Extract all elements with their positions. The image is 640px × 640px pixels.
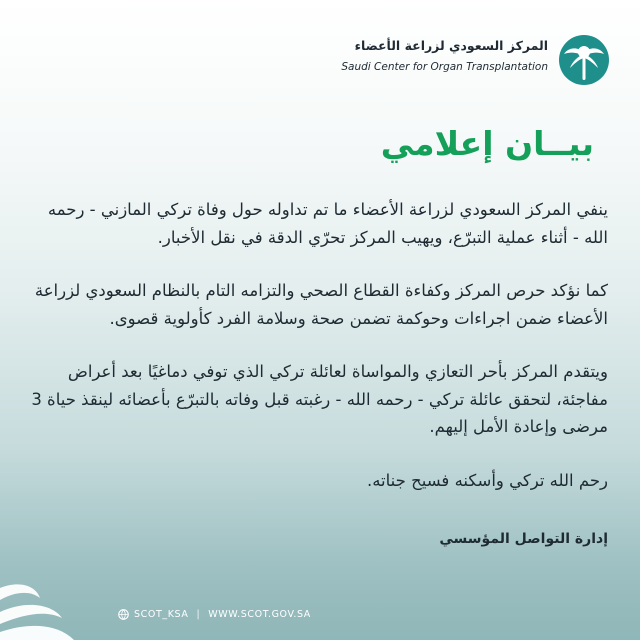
social-handle[interactable]: SCOT_KSA (134, 608, 189, 620)
palm-logo-icon (558, 34, 610, 86)
footer (118, 606, 311, 622)
decorative-swoosh (0, 560, 130, 640)
page-title: بيــان إعلامي (380, 124, 594, 163)
statement-closing: رحم الله تركي وأسكنه فسيح جناته. (366, 470, 608, 490)
statement-paragraph: ويتقدم المركز بأحر التعازي والمواساة لعائلة تركي الذي توفي دماغيًا بعد أعراض مفاجئة، لتحقق عائلة تركي - رحمه الله - رغبته قبل وفاته بالتبرّع بأعضائه لينقذ حياة 3 مرضى وإعادة الأمل إليهم. (31, 362, 608, 436)
statement-paragraph: كما نؤكد حرص المركز وكفاءة القطاع الصحي والتزامه التام بالنظام السعودي لزراعة الأعضاء ضمن اجراءات وحوكمة تضمن صحة وسلامة الفرد كأولوية قصوى. (34, 281, 608, 328)
statement-paragraph: ينفي المركز السعودي لزراعة الأعضاء ما تم تداوله حول وفاة تركي المازني - رحمه الله - أثناء عملية التبرّع، ويهيب المركز تحرّي الدقة في نقل الأخبار. (47, 200, 608, 247)
logo-arabic-name: المركز السعودي لزراعة الأعضاء (354, 38, 548, 53)
signature: إدارة التواصل المؤسسي (439, 531, 608, 547)
footer-separator: | (196, 608, 201, 620)
logo-english-name: Saudi Center for Organ Transplantation (341, 61, 548, 73)
website-link[interactable]: WWW.SCOT.GOV.SA (208, 608, 311, 620)
globe-icon (118, 609, 129, 620)
organization-logo (310, 34, 610, 86)
statement-body (23, 196, 608, 494)
